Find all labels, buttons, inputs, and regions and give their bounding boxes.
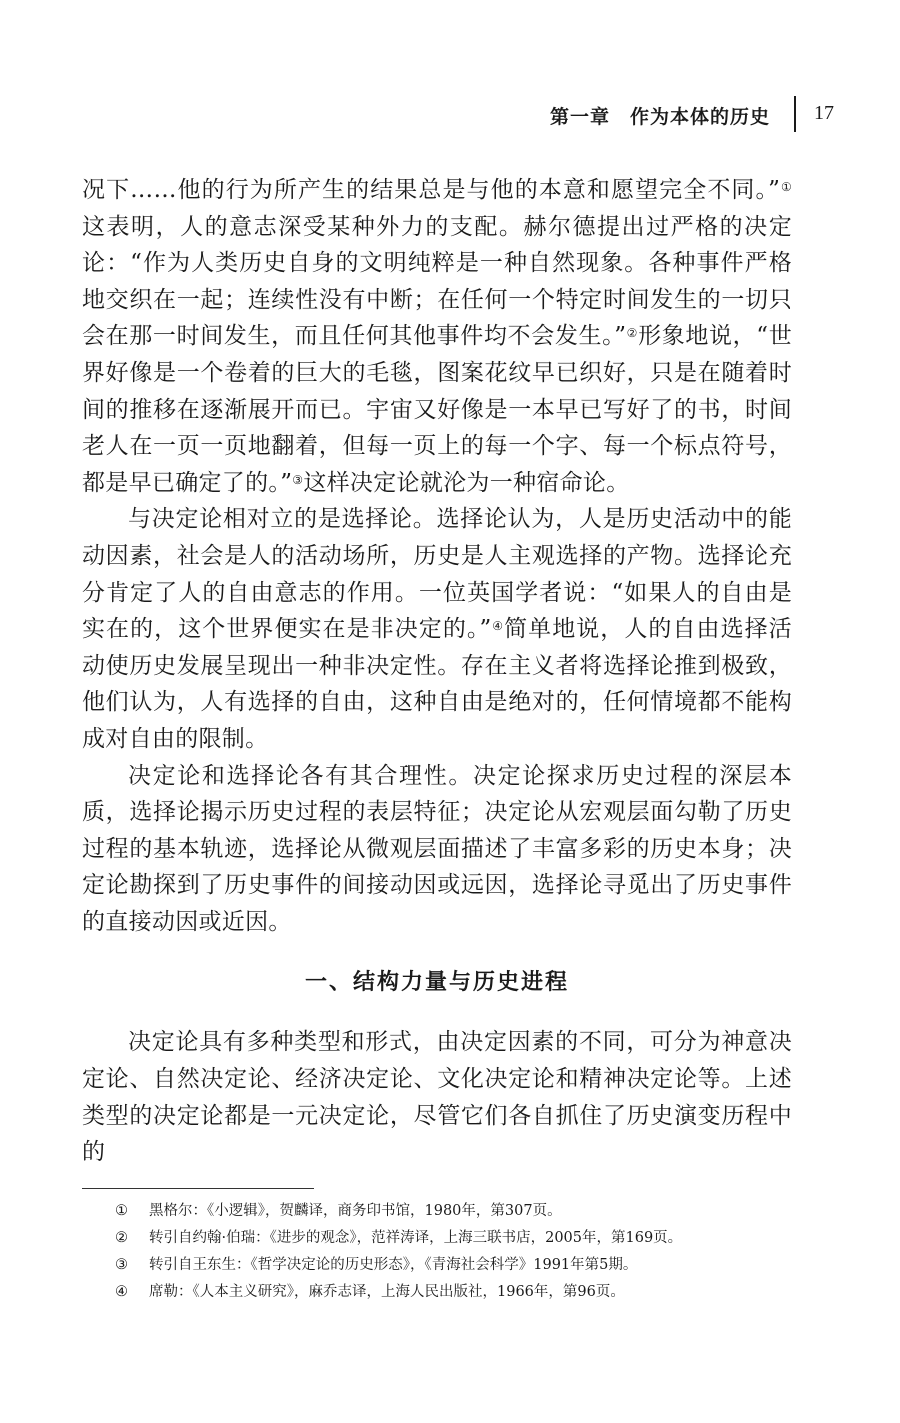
paragraph-3: 决定论和选择论各有其合理性。决定论探求历史过程的深层本质，选择论揭示历史过程的表层特征；决定论从宏观层面勾勒了历史过程的基本轨迹，选择论从微观层面描述了丰富多彩的历史本身；决定论勘探到了历史事件的间接动因或远因，选择论寻觅出了历史事件的直接动因或近因。 [82, 762, 792, 935]
paragraph-1 [82, 172, 792, 501]
header-divider [794, 96, 796, 132]
paragraph-1-text-b: 这表明，人的意志深受某种外力的支配。赫尔德提出过严格的决定论：“作为人类历史自身的文明纯粹是一种自然现象。各种事件严格地交织在一起；连续性没有中断；在任何一个特定时间发生的一切只会在那一时间发生，而且任何其他事件均不会发生。” [82, 213, 792, 350]
footnote-4 [115, 1279, 815, 1306]
footnote-text: 转引自王东生：《哲学决定论的历史形态》，《青海社会科学》1991年第5期。 [149, 1257, 638, 1273]
paragraph-1-text-a: 况下……他的行为所产生的结果总是与他的本意和愿望完全不同。” [82, 177, 781, 203]
paragraph-2 [82, 501, 792, 757]
section-heading: 一、结构力量与历史进程 [304, 970, 569, 996]
footnote-text: 席勒：《人本主义研究》，麻乔志译，上海人民出版社，1966年，第96页。 [149, 1284, 625, 1300]
page-number: 17 [814, 102, 834, 124]
footnote-2 [115, 1225, 815, 1252]
running-header [0, 96, 900, 136]
chapter-title: 第一章 作为本体的历史 [549, 106, 770, 128]
footnote-mark: ③ [115, 1257, 128, 1273]
footnote-ref-4: ④ [491, 619, 505, 634]
footnote-text: 转引自约翰·伯瑞：《进步的观念》，范祥涛译，上海三联书店，2005年，第169页。 [149, 1230, 683, 1246]
footnote-mark: ④ [115, 1284, 128, 1300]
footnote-ref-2: ② [626, 326, 639, 341]
body-text [82, 172, 792, 1171]
paragraph-2-text-b: 简单地说，人的自由选择活动使历史发展呈现出一种非决定性。存在主义者将选择论推到极致，他们认为，人有选择的自由，这种自由是绝对的，任何情境都不能构成对自由的限制。 [82, 616, 792, 752]
paragraph-2-text-a: 与决定论相对立的是选择论。选择论认为，人是历史活动中的能动因素，社会是人的活动场所，历史是人主观选择的产物。选择论充分肯定了人的自由意志的作用。一位英国学者说：“如果人的自由是实在的，这个世界便实在是非决定的。” [82, 506, 792, 643]
footnote-3 [115, 1252, 815, 1279]
footnotes [115, 1198, 815, 1306]
footnote-mark: ① [115, 1203, 128, 1219]
footnote-rule [82, 1188, 314, 1189]
paragraph-1-text-c: 形象地说，“世界好像是一个卷着的巨大的毛毯，图案花纹早已织好，只是在随着时间的推移在逐渐展开而已。宇宙又好像是一本早已写好了的书，时间老人在一页一页地翻着，但每一页上的每一个字、每一个标点符号，都是早已确定了的。” [82, 323, 793, 496]
paragraph-4: 决定论具有多种类型和形式，由决定因素的不同，可分为神意决定论、自然决定论、经济决定论、文化决定论和精神决定论等。上述类型的决定论都是一元决定论，尽管它们各自抓住了历史演变历程中的 [82, 1029, 792, 1166]
paragraph-1-text-d: 这样决定论就沦为一种宿命论。 [303, 469, 630, 496]
footnote-1 [115, 1198, 815, 1225]
footnote-ref-1: ① [780, 180, 792, 194]
footnote-text: 黑格尔：《小逻辑》，贺麟译，商务印书馆，1980年，第307页。 [149, 1203, 562, 1219]
footnote-mark: ② [115, 1230, 128, 1246]
footnote-ref-3: ③ [292, 472, 304, 487]
